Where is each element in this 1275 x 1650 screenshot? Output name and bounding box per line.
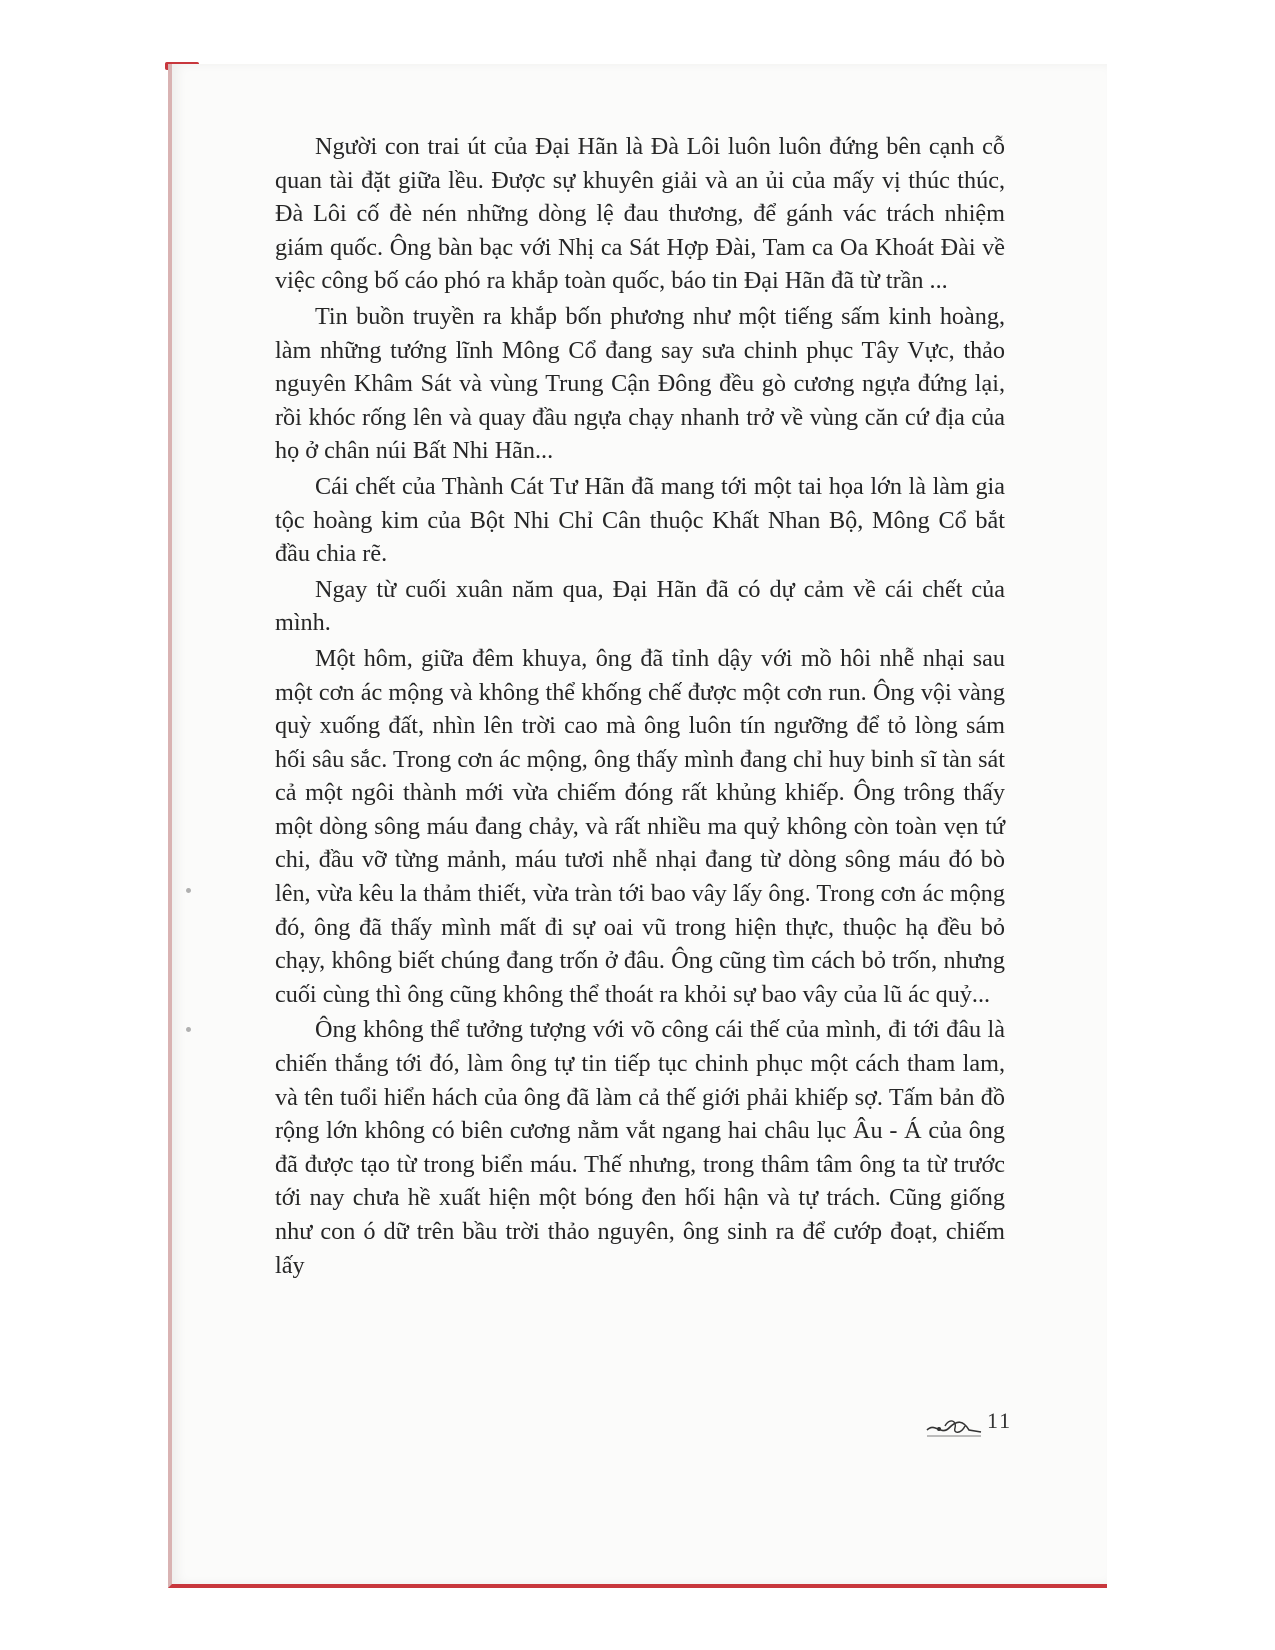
page-number: 11	[987, 1408, 1013, 1433]
paragraph-1: Người con trai út của Đại Hãn là Đà Lôi luôn luôn đứng bên cạnh cỗ quan tài đặt giữa lều. Được sự khuyên giải và an ủi của mấy vị thúc thúc, Đà Lôi cố đè nén những dòng lệ đau thương, để gánh vác trách nhiệm giám quốc. Ông bàn bạc với Nhị ca Sát Hợp Đài, Tam ca Oa Khoát Đài về việc công bố cáo phó ra khắp toàn quốc, báo tin Đại Hãn đã từ trần ...	[275, 133, 1005, 295]
paragraph-5: Một hôm, giữa đêm khuya, ông đã tỉnh dậy với mồ hôi nhễ nhại sau một cơn ác mộng và không thể khống chế được một cơn run. Ông vội vàng quỳ xuống đất, nhìn lên trời cao mà ông luôn tín ngưỡng để tỏ lòng sám hối sâu sắc. Trong cơn ác mộng, ông thấy mình đang chỉ huy binh sĩ tàn sát cả một ngôi thành mới vừa chiếm đóng rất khủng khiếp. Ông trông thấy một dòng sông máu đang chảy, và rất nhiều ma quỷ không còn toàn vẹn tứ chi, đầu vỡ từng mảnh, máu tươi nhễ nhại đang từ dòng sông máu đó bò lên, vừa kêu la thảm thiết, vừa tràn tới bao vây lấy ông. Trong cơn ác mộng đó, ông đã thấy mình mất đi sự oai vũ trong hiện thực, thuộc hạ đều bỏ chạy, không biết chúng đang trốn ở đâu. Ông cũng tìm cách bỏ trốn, nhưng cuối cùng thì ông cũng không thể thoát ra khỏi sự bao vây của lũ ác quỷ...	[275, 644, 1005, 1008]
flourish-ornament-icon	[925, 1416, 983, 1440]
paragraph-6: Ông không thể tưởng tượng với võ công cái thế của mình, đi tới đâu là chiến thắng tới đó, làm ông tự tin tiếp tục chinh phục một cách tham lam, và tên tuổi hiển hách của ông đã làm cả thế giới phải khiếp sợ. Tấm bản đồ rộng lớn không có biên cương nằm vắt ngang hai châu lục Âu - Á của ông đã được tạo từ trong biển máu. Thế nhưng, trong thâm tâm ông ta từ trước tới nay chưa hề xuất hiện một bóng đen hối hận và tự trách. Cũng giống như con ó dữ trên bầu trời thảo nguyên, ông sinh ra để cướp đoạt, chiếm lấy	[275, 1016, 1005, 1279]
page-folio	[925, 1408, 1015, 1444]
body-text	[275, 130, 1005, 1284]
spine-speck	[186, 1027, 191, 1032]
paragraph-2: Tin buồn truyền ra khắp bốn phương như một tiếng sấm kinh hoàng, làm những tướng lĩnh Mông Cổ đang say sưa chinh phục Tây Vực, thảo nguyên Khâm Sát và vùng Trung Cận Đông đều gò cương ngựa đứng lại, rồi khóc rống lên và quay đầu ngựa chạy nhanh trở về vùng căn cứ địa của họ ở chân núi Bất Nhi Hãn...	[275, 302, 1005, 465]
paragraph-3: Cái chết của Thành Cát Tư Hãn đã mang tới một tai họa lớn là làm gia tộc hoàng kim của Bột Nhi Chỉ Cân thuộc Khất Nhan Bộ, Mông Cổ bắt đầu chia rẽ.	[275, 472, 1005, 568]
paragraph-4: Ngay từ cuối xuân năm qua, Đại Hãn đã có dự cảm về cái chết của mình.	[275, 575, 1005, 637]
spine-speck	[186, 888, 191, 893]
